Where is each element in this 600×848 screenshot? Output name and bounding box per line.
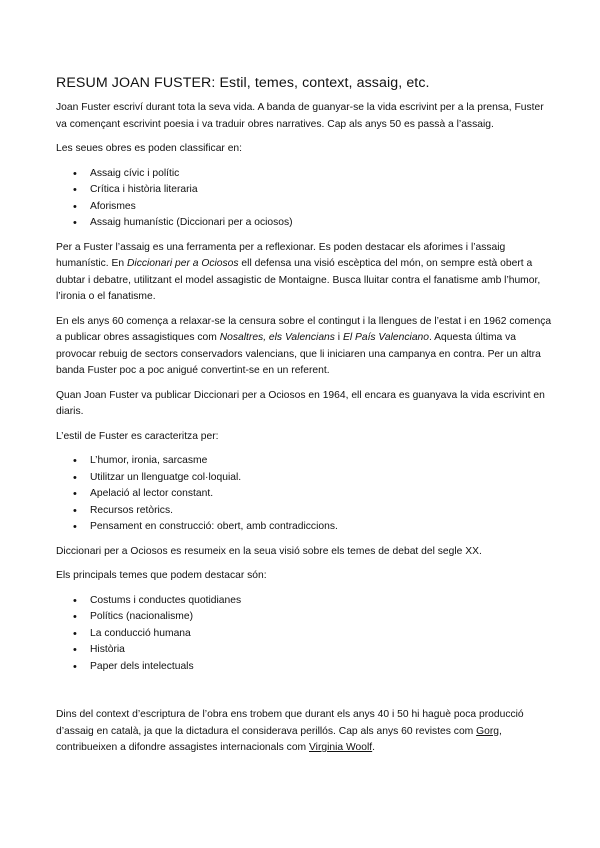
list-item: • Apelació al lector constant. <box>56 486 556 503</box>
context-paragraph: Dins del context d’escriptura de l’obra ens trobem que durant els anys 40 i 50 hi haguè poca producció d’assaig en català, ja que la dictadura el considerava perillós. Cap als anys 60 revistes com Gorg, contribueixen a difondre assagistes internacionals com Virginia Woolf. <box>56 709 524 753</box>
list-item: • Aforismes <box>56 199 556 216</box>
list-item: • Recursos retòrics. <box>56 503 556 520</box>
book-title: El País Valenciano <box>342 332 430 343</box>
book-title: Nosaltres, els Valencians <box>219 332 335 343</box>
list-item: • Paper dels intelectuals <box>56 659 556 676</box>
essay-paragraph: Per a Fuster l’assaig es una ferramenta per a reflexionar. Es poden destacar els aforimes i l’assaig humanístic. En Diccionari per a Ociosos ell defensa una visió escèptica del món, on sempre està obert a dubtar i debatre, utilitzant el model assagistic de Montaigne. Busca lluitar contra el fanatisme amb l’humor, l’ironia o el fanatisme. <box>56 241 541 302</box>
virginia-woolf-link[interactable]: Virginia Woolf <box>309 742 373 753</box>
works-list <box>56 166 556 232</box>
list-item: • Crítica i història literaria <box>56 182 556 199</box>
list-item: • Polítics (nacionalisme) <box>56 609 556 626</box>
themes-intro: Els principals temes que podem destacar són: <box>56 570 267 581</box>
gorg-link[interactable]: Gorg <box>476 725 500 737</box>
themes-list <box>56 593 556 676</box>
list-item: • La conducció humana <box>56 626 556 643</box>
list-item: • Pensament en construcció: obert, amb contradiccions. <box>56 519 556 536</box>
list-item: • Costums i conductes quotidianes <box>56 593 556 610</box>
summary-paragraph: Diccionari per a Ociosos es resumeix en la seua visió sobre els temes de debat del segle XX. <box>56 545 482 557</box>
classification-intro: Les seues obres es poden classificar en: <box>56 143 243 154</box>
spacer <box>56 683 556 707</box>
list-item: • Utilitzar un llenguatge col·loquial. <box>56 470 556 487</box>
sixties-paragraph: En els anys 60 comença a relaxar-se la censura sobre el contingut i la llengues de l’estat i en 1962 comença a publicar obres assagistiques com Nosaltres, els Valencians i El País Valenciano. Aquesta última va provocar rebuig de sectors conservadors valencians, que li iniciaren una campanya en contra. Per un altra banda Fuster poc a poc anigué convertint-se en un referent. <box>56 315 552 376</box>
document-title: RESUM JOAN FUSTER: Estil, temes, context, assaig, etc. <box>56 75 430 91</box>
list-item: • Assaig humanístic (Diccionari per a ociosos) <box>56 215 556 232</box>
style-list <box>56 453 556 536</box>
book-title: Diccionari per a Ociosos <box>126 258 239 269</box>
style-intro: L’estil de Fuster es caracteritza per: <box>56 430 219 442</box>
intro-paragraph: Joan Fuster escriví durant tota la seva vida. A banda de guanyar-se la vida escrivint per a la prensa, Fuster va començant escrivint poesia i va traduir obres narratives. Cap als anys 50 es passà a l’assaig. <box>56 102 544 130</box>
list-item: • Història <box>56 642 556 659</box>
document-body <box>56 74 556 765</box>
list-item: • Assaig cívic i polític <box>56 166 556 183</box>
publication-paragraph: Quan Joan Fuster va publicar Diccionari per a Ociosos en 1964, ell encara es guanyava la vida escrivint en diaris. <box>56 389 545 417</box>
list-item: • L’humor, ironia, sarcasme <box>56 453 556 470</box>
